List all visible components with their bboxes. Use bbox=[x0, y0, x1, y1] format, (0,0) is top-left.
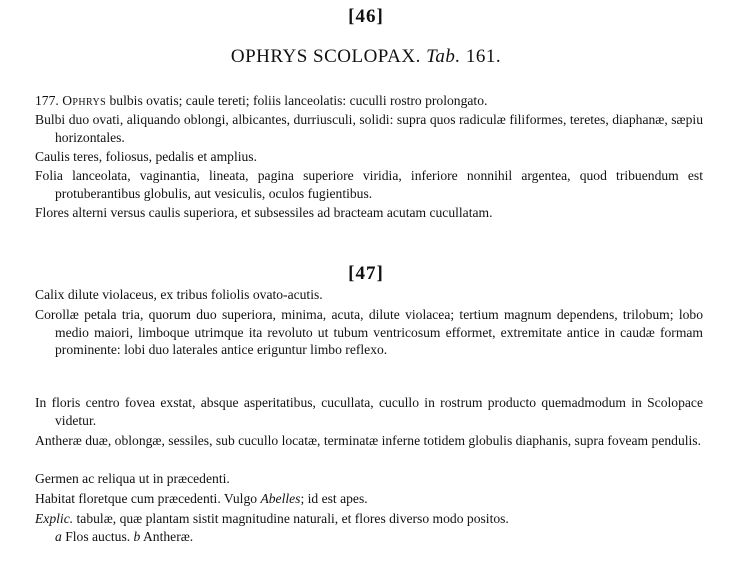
species-description-paragraph bbox=[35, 92, 703, 110]
genus-name: Ophrys bbox=[62, 93, 107, 108]
folia-paragraph: Folia lanceolata, vaginantia, lineata, pagina superiore viridia, inferiore nonnihil argentea, quod tribuendum est protuberantibus globulis, aut vesiculis, oculos fugientibus. bbox=[35, 168, 703, 201]
caulis-paragraph: Caulis teres, foliosus, pedalis et amplius. bbox=[35, 149, 258, 164]
title-main: OPHRYS SCOLOPAX. bbox=[230, 46, 421, 67]
title-tab-number: 161. bbox=[465, 46, 502, 67]
flores-paragraph: Flores alterni versus caulis superiora, et subsessiles ad bracteam acutam cucullatam. bbox=[35, 205, 493, 220]
figure-a-text: Flos auctus. bbox=[61, 528, 134, 544]
corolla-paragraph: Corollæ petala tria, quorum duo superiora, minima, acuta, dilute violacea; tertium magnum dependens, trilobum; lobo medio maiori, limboque utrimque ita revoluto ut tubum ventricosum efformet, extremitate antice in caudæ formam prominente: lobi duo laterales antice eriguntur limbo reflexo. bbox=[35, 307, 703, 357]
calix-paragraph: Calix dilute violaceus, ex tribus foliolis ovato-acutis. bbox=[35, 287, 323, 302]
explic-label: Explic. bbox=[35, 511, 74, 526]
habitat-paragraph bbox=[35, 490, 703, 508]
figure-letter-b: b bbox=[133, 528, 141, 544]
page-number-47: [47] bbox=[348, 263, 384, 284]
antherae-paragraph: Antheræ duæ, oblongæ, sessiles, sub cucullo locatæ, terminatæ inferne totidem globulis diaphanis, supra foveam pendulis. bbox=[35, 433, 701, 448]
explic-text: tabulæ, quæ plantam sistit magnitudine naturali, et flores diverso modo positos. bbox=[73, 511, 509, 526]
germen-paragraph: Germen ac reliqua ut in præcedenti. bbox=[35, 471, 230, 486]
page-number-46: [46] bbox=[348, 6, 384, 27]
habitat-text: Habitat floretque cum præcedenti. Vulgo bbox=[35, 491, 261, 506]
bulbi-paragraph: Bulbi duo ovati, aliquando oblongi, albicantes, durriusculi, solidi: supra quos radiculæ filiformes, teretes, diaphanæ, sæpiu horizontales. bbox=[35, 112, 703, 145]
fovea-paragraph: In floris centro fovea exstat, absque asperitatibus, cucullata, cucullo in rostrum producto quemadmodum in Scolopace videtur. bbox=[35, 395, 703, 428]
title-tab-label: Tab. bbox=[426, 46, 461, 67]
figure-b-text: Antheræ. bbox=[140, 528, 194, 544]
vernacular-name: Abelles bbox=[260, 491, 301, 506]
species-number: 177. bbox=[35, 93, 59, 108]
figure-letter-a: a bbox=[55, 528, 62, 544]
page-title bbox=[0, 46, 732, 68]
habitat-tail: ; id est apes. bbox=[300, 491, 368, 506]
explicatio-paragraph bbox=[35, 510, 703, 545]
diagnosis-text: bulbis ovatis; caule tereti; foliis lanceolatis: cuculli rostro prolongato. bbox=[106, 93, 488, 108]
